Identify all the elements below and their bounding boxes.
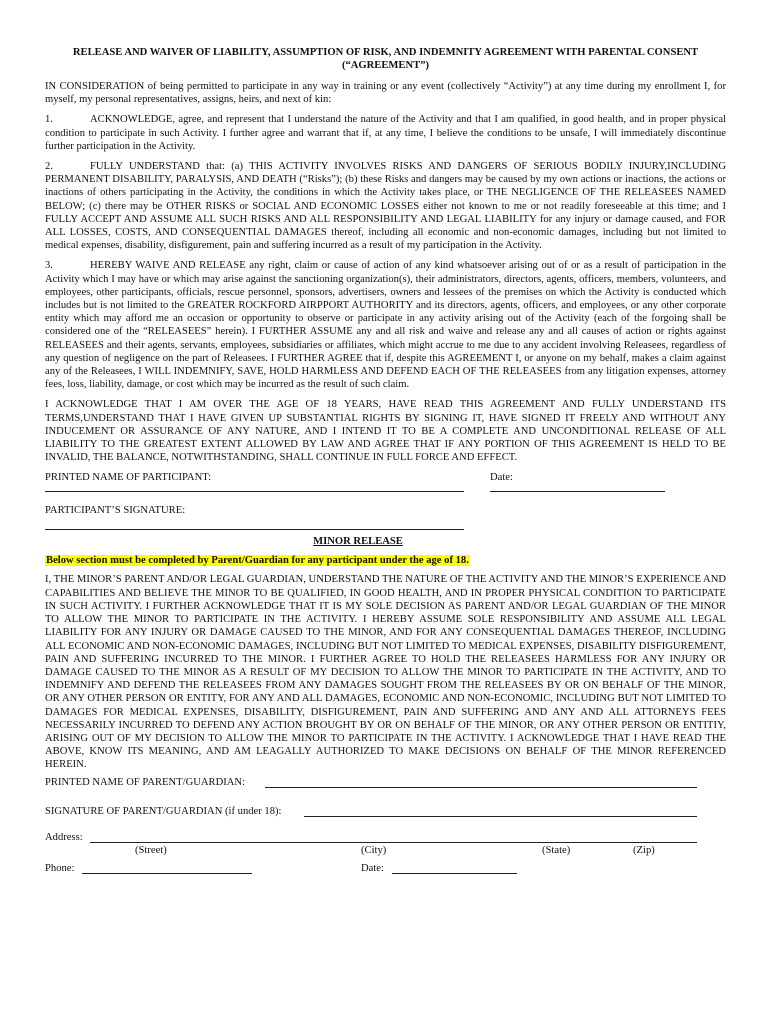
section-1	[45, 113, 726, 153]
minor-release-heading	[45, 535, 726, 549]
parent-name-label: PRINTED NAME OF PARENT/GUARDIAN:	[45, 776, 246, 788]
participant-date-label: Date:	[490, 472, 513, 484]
section-1-number: 1.	[45, 114, 53, 126]
section-3	[45, 259, 726, 391]
parent-signature-row	[45, 805, 726, 821]
minor-notice: Below section must be completed by Parent/Guardian for any participant under the age of 18.	[46, 555, 469, 567]
street-label: (Street)	[135, 844, 167, 856]
parent-name-field[interactable]	[265, 787, 697, 788]
section-1-text: ACKNOWLEDGE, agree, and represent that I understand the nature of the Activity and that I am qualified, in good health, and in proper physical condition to participate in such Activity. I further agree and warrant that if, at any time, I believe the conditions to be unsafe, I will immediately discontinue further participation in the Activity.	[45, 114, 726, 152]
parent-date-label: Date:	[361, 862, 384, 874]
participant-signature-label: PARTICIPANT’S SIGNATURE:	[45, 505, 186, 517]
document-subtitle: (“AGREEMENT”)	[341, 60, 430, 71]
minor-release-title: MINOR RELEASE	[313, 536, 403, 548]
participant-name-row	[45, 471, 726, 499]
participant-name-field[interactable]	[45, 491, 464, 492]
document-title: RELEASE AND WAIVER OF LIABILITY, ASSUMPTION OF RISK, AND INDEMNITY AGREEMENT WITH PARENTAL CONSENT	[72, 47, 699, 58]
zip-label: (Zip)	[633, 844, 655, 856]
minor-notice-row	[45, 554, 726, 568]
address-label: Address:	[45, 831, 83, 843]
minor-release-paragraph: I, THE MINOR’S PARENT AND/OR LEGAL GUARDIAN, UNDERSTAND THE NATURE OF THE ACTIVITY AND THE MINOR’S EXPERIENCE AND CAPABILITIES AND BELIEVE THE MINOR TO BE QUALIFIED, IN GOOD HEALTH, AND IN PROPER PHYSICAL CONDITION TO PARTICIPATE IN SUCH ACTIVITY. I FURTHER ACKNOWLEDGE THAT IT IS MY SOLE DECISION AS PARENT AND/OR LEGAL GUARDIAN OF THE MINOR TO ALLOW THE MINOR TO PARTICIPATE IN THE ACTIVITY. I HEREBY ASSUME SOLE RESPONSIBILITY AND ASSUME ALL LEGAL LIABILITY FOR ANY INJURY OR DAMAGE CAUSED TO THE MINOR, AND FOR ANY CONSEQUENTIAL DAMAGES THEREOF, INCLUDING ALL ECONOMIC AND NON-ECONOMIC DAMAGES, INCLUDING BUT NOT LIMITED TO MEDICAL EXPENSES, DISABILITY DISFIGUREMENT, PAIN AND SUFFERING INCURRED TO THE MINOR. I FURTHER AGREE TO HOLD THE RELEASEES HARMLESS FOR ANY INJURY OR DAMAGE CAUSED TO THE MINOR AS A RESULT OF MY DECISION TO ALLOW THE MINOR TO PARTICIPATE IN THE ACTIVITY, AND TO INDEMNIFY AND DEFEND THE RELEASEES FROM ANY DAMAGES SOUGHT FROM THE RELEASEES BY OR ON BEHALF OF THE MINOR, OR ANY OTHER PERSON OR ENTITY, FOR ANY AND ALL DAMAGES, ECONOMIC AND NON-ECONOMIC, INCLUDING BUT NOT LIMITED TO DAMAGES FOR MEDICAL EXPENSES, DISABILITY, DISFIGUREMENT, PAIN AND SUFFERING AND ANY AND ALL ATTORNEYS FEES NECESSARILY INCURRED TO DEFEND ANY ACTION BROUGHT BY OR ON BEHALF OF THE MINOR, OR ANY OTHER PERSON OR ENTITIY, ARISING OUT OF MY DECISION TO ALLOW THE MINOR TO PARTICIPATE IN THE ACTIVITY. I ACKNOWLEDGE THAT I HAVE READ THE ABOVE, KNOW ITS MEANING, AND AM LEAGALLY AUTHORIZED TO MAKE DECISIONS ON BEHALF OF THE MINOR REFERENCED HEREIN.	[45, 574, 726, 771]
section-2-text: FULLY UNDERSTAND that: (a) THIS ACTIVITY INVOLVES RISKS AND DANGERS OF SERIOUS BODILY INJURY,INCLUDING PERMANENT DISABILITY, PARALYSIS, AND DEATH (“Risks”); (b) these Risks and dangers may be caused by my own actions or inactions, the actions or inactions of others participating in the Activity, the conditions in which the Activity takes place, or THE NEGLIGENCE OF THE RELEASEES NAMED BELOW; (c) there may be OTHER RISKS or SOCIAL AND ECONOMIC LOSSES either not known to me or not readily foreseeable at this time; and I FULLY ACCEPT AND ASSUME ALL SUCH RISKS AND ALL RESPONSIBILITY AND LEGAL LIABILITY for any injury or damage caused, and FOR ALL LOSSES, COSTS, AND CONSEQUENTIAL DAMAGES thereof, including all economic and non-economic damages, including but not limited to medical expenses, disability, disfigurement, pain and suffering incurred as a result of my participation in the Activity.	[45, 161, 726, 252]
section-2	[45, 160, 726, 252]
address-field[interactable]	[90, 842, 697, 843]
city-label: (City)	[361, 844, 387, 856]
address-row	[45, 831, 726, 857]
section-3-text: HEREBY WAIVE AND RELEASE any right, claim or cause of action of any kind whatsoever arising out of or as a result of participation in the Activity which I may have or which may arise against the sanctioning organization(s), their administrators, directors, agents, officers, members, volunteers, and employees, other participants, officials, rescue personnel, sponsors, advertisers, owners and lessees of the premises on which the Activity is conducted which includes but is not limited to the GREATER ROCKFORD AIRPPORT AUTHORITY and its directors, agents, officers, and employees, or any other corporate entity which may afford me an occasion or opportunity to observe or participate in any activity arising out of the Activity (each of the forgoing shall be considered one of the “RELEASEES” herein). I FURTHER ASSUME any and all risk and waive and release any and all causes of action or rights against RELEASEES and their agents, servants, employees, subsidiaries or affiliates, which might accrue to me due to any accident involving Releasees, regardless of any question of negligence on the part of Releasees. I FURTHER AGREE that if, despite this AGREEMENT I, or anyone on my behalf, makes a claim against any of the Releasees, I WILL INDEMNIFY, SAVE, HOLD HARMLESS AND DEFEND EACH OF THE RELEASEES from any litigation expenses, attorney fees, loss, liability, damage, or cost which may be incurred as the result of such claim.	[45, 260, 726, 391]
state-label: (State)	[542, 844, 571, 856]
parent-date-field[interactable]	[392, 873, 517, 874]
phone-field[interactable]	[82, 873, 252, 874]
intro-paragraph: IN CONSIDERATION of being permitted to participate in any way in training or any event (collectively “Activity”) at any time during my enrollment I, for myself, my personal representatives, assigns, heirs, and next of kin:	[45, 81, 726, 106]
phone-label: Phone:	[45, 862, 75, 874]
participant-date-field[interactable]	[490, 491, 665, 492]
participant-signature-row	[45, 504, 726, 534]
waiver-document	[45, 46, 726, 878]
phone-date-row	[45, 862, 726, 878]
participant-signature-field[interactable]	[45, 529, 464, 530]
parent-name-row	[45, 776, 726, 792]
participant-name-label: PRINTED NAME OF PARTICIPANT:	[45, 472, 212, 484]
section-2-number: 2.	[45, 161, 53, 173]
acknowledgement-paragraph: I ACKNOWLEDGE THAT I AM OVER THE AGE OF 18 YEARS, HAVE READ THIS AGREEMENT AND FULLY UNDERSTAND ITS TERMS,UNDERSTAND THAT I HAVE GIVEN UP SUBSTANTIAL RIGHTS BY SIGNING IT, HAVE SIGNED IT FREELY AND WITHOUT ANY INDUCEMENT OR ASSURANCE OF ANY NATURE, AND I INTEND IT TO BE A COMPLETE AND UNCONDITIONAL RELEASE OF ALL LIABILITY TO THE GREATEST EXTENT ALLOWED BY LAW AND AGREE THAT IF ANY PORTION OF THIS AGREEMENT IS HELD TO BE INVALID, THE BALANCE, NOTWITHSTANDING, SHALL CONTINUE IN FULL FORCE AND EFFECT.	[45, 399, 726, 464]
parent-signature-label: SIGNATURE OF PARENT/GUARDIAN (if under 18):	[45, 805, 282, 817]
section-3-number: 3.	[45, 260, 53, 272]
parent-signature-field[interactable]	[304, 816, 697, 817]
